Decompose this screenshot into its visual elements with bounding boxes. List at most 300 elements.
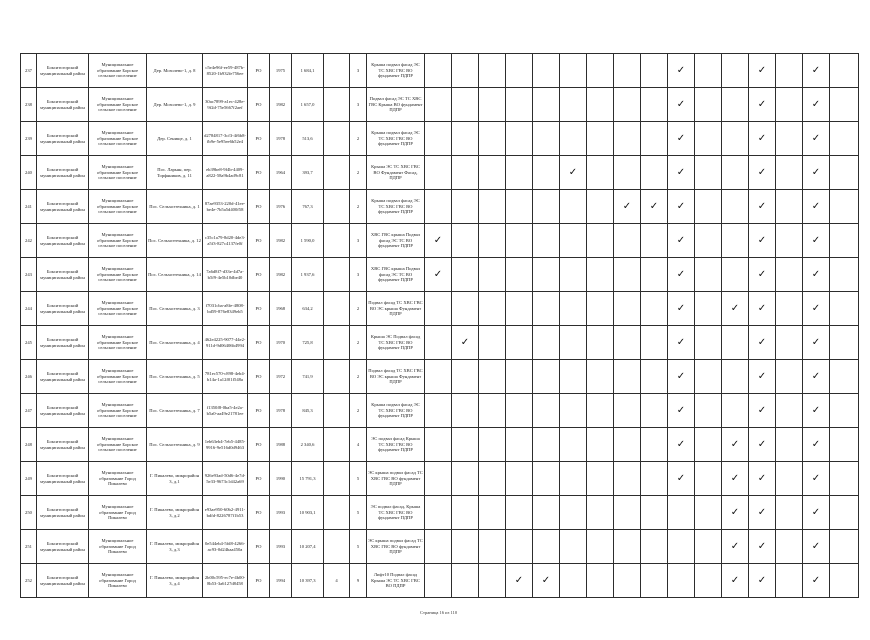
checkmark-icon: ✓ bbox=[757, 336, 767, 348]
cell-flag-15 bbox=[803, 326, 830, 360]
cell-flag-2 bbox=[452, 462, 479, 496]
cell-flag-3 bbox=[479, 292, 506, 326]
cell-area: 767,3 bbox=[292, 190, 324, 224]
table-row bbox=[21, 156, 859, 190]
cell-flag-13 bbox=[749, 326, 776, 360]
cell-flag-15 bbox=[803, 88, 830, 122]
cell-flag-14 bbox=[776, 122, 803, 156]
cell-flag-7 bbox=[587, 292, 614, 326]
cell-flag-11 bbox=[695, 292, 722, 326]
cell-flag-7 bbox=[587, 564, 614, 598]
table-row bbox=[21, 258, 859, 292]
checkmark-icon: ✓ bbox=[811, 336, 821, 348]
cell-flag-3 bbox=[479, 530, 506, 564]
cell-address: Г. Пикалево, микрорайон 3, д.4 bbox=[147, 564, 203, 598]
cell-year: 1982 bbox=[270, 224, 292, 258]
checkmark-icon: ✓ bbox=[433, 268, 443, 280]
cell-flag-13 bbox=[749, 224, 776, 258]
cell-address: Г. Пикалево, микрорайон 3, д.3 bbox=[147, 530, 203, 564]
cell-flag-9 bbox=[641, 564, 668, 598]
cell-flag-2 bbox=[452, 326, 479, 360]
table-row bbox=[21, 190, 859, 224]
table-row bbox=[21, 428, 859, 462]
cell-code: f7031cba-a8fe-4808-bd59-876e8349eb5 bbox=[203, 292, 248, 326]
cell-num: 248 bbox=[21, 428, 37, 462]
checkmark-icon: ✓ bbox=[676, 64, 686, 76]
cell-flag-11 bbox=[695, 462, 722, 496]
checkmark-icon: ✓ bbox=[811, 200, 821, 212]
cell-year: 1975 bbox=[270, 54, 292, 88]
cell-c9 bbox=[324, 88, 350, 122]
checkmark-icon: ✓ bbox=[757, 574, 767, 586]
cell-flag-5 bbox=[533, 122, 560, 156]
cell-flag-9 bbox=[641, 224, 668, 258]
cell-flag-4 bbox=[506, 462, 533, 496]
cell-flag-14 bbox=[776, 326, 803, 360]
cell-municipality: Муниципальное образование Борское сельское поселение bbox=[89, 122, 147, 156]
cell-flag-13 bbox=[749, 292, 776, 326]
cell-flag-1 bbox=[425, 54, 452, 88]
cell-flag-9 bbox=[641, 462, 668, 496]
cell-flag-8 bbox=[614, 462, 641, 496]
cell-flag-16 bbox=[830, 292, 859, 326]
cell-address: Г. Пикалево, микрорайон 3, д.1 bbox=[147, 462, 203, 496]
cell-flag-12 bbox=[722, 224, 749, 258]
cell-flag-13 bbox=[749, 360, 776, 394]
cell-flag-4 bbox=[506, 156, 533, 190]
cell-area: 1 937,6 bbox=[292, 258, 324, 292]
table-body bbox=[21, 54, 859, 598]
cell-flag-12 bbox=[722, 54, 749, 88]
checkmark-icon: ✓ bbox=[811, 234, 821, 246]
cell-c10: 2 bbox=[350, 122, 367, 156]
cell-district: Бокситогорский муниципальный район bbox=[37, 224, 89, 258]
cell-flag-15 bbox=[803, 496, 830, 530]
cell-flag-15 bbox=[803, 428, 830, 462]
cell-flag-15 bbox=[803, 224, 830, 258]
cell-year: 1982 bbox=[270, 258, 292, 292]
cell-flag-16 bbox=[830, 530, 859, 564]
cell-year: 1968 bbox=[270, 292, 292, 326]
cell-code: 1eb63eb4-7eb5-4485-9916-9e516d0d9463 bbox=[203, 428, 248, 462]
cell-flag-1 bbox=[425, 224, 452, 258]
cell-type: РО bbox=[248, 156, 270, 190]
cell-district: Бокситогорский муниципальный район bbox=[37, 564, 89, 598]
cell-flag-16 bbox=[830, 54, 859, 88]
cell-code: 30ac7899-a1ec-428e-9f2d-75e5667f2aef bbox=[203, 88, 248, 122]
cell-flag-3 bbox=[479, 224, 506, 258]
cell-municipality: Муниципальное образование Город Пикалево bbox=[89, 496, 147, 530]
cell-c10: 9 bbox=[350, 564, 367, 598]
cell-flag-13 bbox=[749, 122, 776, 156]
cell-works: Крыша ЭС Подвал фасад ТС ХВС ГВС ВО фундамент ПДПР bbox=[367, 326, 425, 360]
cell-flag-12 bbox=[722, 88, 749, 122]
cell-flag-11 bbox=[695, 326, 722, 360]
cell-flag-9 bbox=[641, 54, 668, 88]
cell-flag-10 bbox=[668, 462, 695, 496]
cell-flag-13 bbox=[749, 88, 776, 122]
cell-flag-5 bbox=[533, 530, 560, 564]
checkmark-icon: ✓ bbox=[730, 506, 740, 518]
checkmark-icon: ✓ bbox=[676, 268, 686, 280]
table-row bbox=[21, 496, 859, 530]
cell-flag-3 bbox=[479, 428, 506, 462]
cell-flag-5 bbox=[533, 428, 560, 462]
cell-flag-9 bbox=[641, 190, 668, 224]
checkmark-icon: ✓ bbox=[730, 540, 740, 552]
checkmark-icon: ✓ bbox=[757, 404, 767, 416]
cell-year: 1988 bbox=[270, 428, 292, 462]
cell-municipality: Муниципальное образование Борское сельское поселение bbox=[89, 156, 147, 190]
cell-code: 781ec570-c898-4eb4-b14a-1a12f01f548a bbox=[203, 360, 248, 394]
cell-flag-9 bbox=[641, 428, 668, 462]
cell-num: 239 bbox=[21, 122, 37, 156]
cell-code: d2784817-3cf3-4f6b8-fb9e-5e95ee6b52e4 bbox=[203, 122, 248, 156]
cell-flag-14 bbox=[776, 190, 803, 224]
cell-c9 bbox=[324, 258, 350, 292]
checkmark-icon: ✓ bbox=[730, 472, 740, 484]
checkmark-icon: ✓ bbox=[811, 540, 821, 552]
cell-flag-10 bbox=[668, 360, 695, 394]
checkmark-icon: ✓ bbox=[811, 166, 821, 178]
cell-flag-14 bbox=[776, 292, 803, 326]
cell-flag-8 bbox=[614, 292, 641, 326]
cell-flag-5 bbox=[533, 394, 560, 428]
cell-c9 bbox=[324, 292, 350, 326]
cell-flag-15 bbox=[803, 190, 830, 224]
cell-municipality: Муниципальное образование Борское сельское поселение bbox=[89, 292, 147, 326]
checkmark-icon: ✓ bbox=[676, 234, 686, 246]
checkmark-icon: ✓ bbox=[622, 200, 632, 212]
cell-c9 bbox=[324, 156, 350, 190]
cell-c10: 2 bbox=[350, 190, 367, 224]
cell-works: Крыша подвал фасад ЭС ТС ХВС ГВС ВО фундамент ПДПР bbox=[367, 394, 425, 428]
cell-area: 1 684,1 bbox=[292, 54, 324, 88]
cell-flag-4 bbox=[506, 428, 533, 462]
cell-flag-14 bbox=[776, 88, 803, 122]
cell-c9 bbox=[324, 428, 350, 462]
cell-flag-12 bbox=[722, 530, 749, 564]
checkmark-icon: ✓ bbox=[730, 574, 740, 586]
cell-type: РО bbox=[248, 122, 270, 156]
cell-area: 393,7 bbox=[292, 156, 324, 190]
cell-flag-8 bbox=[614, 428, 641, 462]
cell-flag-2 bbox=[452, 428, 479, 462]
cell-flag-16 bbox=[830, 462, 859, 496]
cell-type: РО bbox=[248, 258, 270, 292]
cell-flag-4 bbox=[506, 292, 533, 326]
cell-flag-15 bbox=[803, 360, 830, 394]
cell-flag-10 bbox=[668, 190, 695, 224]
checkmark-icon: ✓ bbox=[676, 336, 686, 348]
cell-address: Пос. Сельхозтехника, д. 5 bbox=[147, 360, 203, 394]
cell-area: 845,3 bbox=[292, 394, 324, 428]
cell-flag-16 bbox=[830, 122, 859, 156]
cell-type: РО bbox=[248, 190, 270, 224]
cell-flag-12 bbox=[722, 326, 749, 360]
cell-address: Пос. Сельхозтехника, д. 9 bbox=[147, 428, 203, 462]
checkmark-icon: ✓ bbox=[541, 574, 551, 586]
cell-flag-7 bbox=[587, 224, 614, 258]
cell-flag-5 bbox=[533, 564, 560, 598]
cell-area: 1 657,0 bbox=[292, 88, 324, 122]
cell-works: Крыша подвал фасад ЭС ТС ХВС ГВС ВО фундамент ПДПР bbox=[367, 54, 425, 88]
cell-flag-2 bbox=[452, 122, 479, 156]
cell-year: 1970 bbox=[270, 326, 292, 360]
checkmark-icon: ✓ bbox=[757, 506, 767, 518]
cell-flag-6 bbox=[560, 564, 587, 598]
cell-c9 bbox=[324, 190, 350, 224]
cell-area: 10 397,3 bbox=[292, 564, 324, 598]
cell-flag-3 bbox=[479, 564, 506, 598]
cell-num: 240 bbox=[21, 156, 37, 190]
cell-works: Лифт10 Подвал фасад Крыша ЭС ТС ХВС ГВС ВО ПДПР bbox=[367, 564, 425, 598]
cell-num: 251 bbox=[21, 530, 37, 564]
cell-c9 bbox=[324, 224, 350, 258]
cell-flag-14 bbox=[776, 224, 803, 258]
cell-flag-1 bbox=[425, 292, 452, 326]
cell-flag-4 bbox=[506, 530, 533, 564]
checkmark-icon: ✓ bbox=[811, 98, 821, 110]
cell-flag-6 bbox=[560, 394, 587, 428]
cell-c10: 3 bbox=[350, 54, 367, 88]
checkmark-icon: ✓ bbox=[811, 438, 821, 450]
cell-num: 243 bbox=[21, 258, 37, 292]
cell-flag-10 bbox=[668, 156, 695, 190]
cell-flag-6 bbox=[560, 88, 587, 122]
checkmark-icon: ✓ bbox=[676, 200, 686, 212]
page-footer: Страница 16 из 110 bbox=[420, 610, 458, 615]
cell-flag-10 bbox=[668, 258, 695, 292]
cell-district: Бокситогорский муниципальный район bbox=[37, 190, 89, 224]
cell-flag-8 bbox=[614, 360, 641, 394]
cell-address: Пос. Сельхозтехника, д. 14 bbox=[147, 258, 203, 292]
checkmark-icon: ✓ bbox=[676, 370, 686, 382]
cell-works: Подвал фасад ТС ХВС ГВС ВО ЭС крыша Фундамент ПДПР bbox=[367, 360, 425, 394]
cell-c10: 3 bbox=[350, 258, 367, 292]
cell-flag-9 bbox=[641, 156, 668, 190]
cell-flag-16 bbox=[830, 258, 859, 292]
checkmark-icon: ✓ bbox=[811, 574, 821, 586]
cell-flag-12 bbox=[722, 292, 749, 326]
cell-flag-12 bbox=[722, 122, 749, 156]
cell-flag-3 bbox=[479, 156, 506, 190]
cell-flag-7 bbox=[587, 122, 614, 156]
cell-num: 249 bbox=[21, 462, 37, 496]
cell-type: РО bbox=[248, 54, 270, 88]
cell-type: РО bbox=[248, 360, 270, 394]
cell-flag-8 bbox=[614, 54, 641, 88]
checkmark-icon: ✓ bbox=[811, 472, 821, 484]
cell-flag-7 bbox=[587, 156, 614, 190]
cell-works: Крыша ЭС ТС ХВС ГВС ВО Фундамент Фасад, ПДПР bbox=[367, 156, 425, 190]
cell-flag-1 bbox=[425, 258, 452, 292]
cell-flag-7 bbox=[587, 496, 614, 530]
checkmark-icon: ✓ bbox=[730, 438, 740, 450]
checkmark-icon: ✓ bbox=[757, 98, 767, 110]
table-row bbox=[21, 462, 859, 496]
cell-flag-8 bbox=[614, 326, 641, 360]
cell-flag-3 bbox=[479, 54, 506, 88]
cell-flag-7 bbox=[587, 54, 614, 88]
cell-c10: 3 bbox=[350, 224, 367, 258]
cell-district: Бокситогорский муниципальный район bbox=[37, 496, 89, 530]
cell-flag-16 bbox=[830, 564, 859, 598]
cell-flag-5 bbox=[533, 224, 560, 258]
checkmark-icon: ✓ bbox=[811, 132, 821, 144]
cell-district: Бокситогорский муниципальный район bbox=[37, 292, 89, 326]
cell-flag-5 bbox=[533, 496, 560, 530]
cell-num: 247 bbox=[21, 394, 37, 428]
cell-flag-16 bbox=[830, 224, 859, 258]
checkmark-icon: ✓ bbox=[757, 268, 767, 280]
table-row bbox=[21, 54, 859, 88]
cell-district: Бокситогорский муниципальный район bbox=[37, 156, 89, 190]
cell-district: Бокситогорский муниципальный район bbox=[37, 122, 89, 156]
cell-year: 1994 bbox=[270, 564, 292, 598]
cell-flag-14 bbox=[776, 54, 803, 88]
cell-address: Пос. Сельхозтехника, д. 4 bbox=[147, 326, 203, 360]
cell-address: Пос. Ларьян, пер. Торфяников, д. 11 bbox=[147, 156, 203, 190]
cell-works: ХВС ГВС крыша Подвал фасад ЭС ТС ВО фундамент ПДПР bbox=[367, 224, 425, 258]
cell-code: 2b00c595-ec7e-4b00-8b53-3a6127d8458 bbox=[203, 564, 248, 598]
cell-flag-13 bbox=[749, 428, 776, 462]
cell-works: ЭС крыша подвал фасад ТС ХВС ГВС ВО фундамент ПДПР bbox=[367, 530, 425, 564]
cell-flag-3 bbox=[479, 258, 506, 292]
cell-code: c35c1a79-8d20-4de3-a5f3-827c4137fe0f bbox=[203, 224, 248, 258]
cell-num: 245 bbox=[21, 326, 37, 360]
cell-flag-9 bbox=[641, 496, 668, 530]
checkmark-icon: ✓ bbox=[811, 302, 821, 314]
cell-flag-10 bbox=[668, 394, 695, 428]
cell-flag-1 bbox=[425, 360, 452, 394]
cell-flag-14 bbox=[776, 564, 803, 598]
cell-flag-8 bbox=[614, 394, 641, 428]
cell-c10: 2 bbox=[350, 292, 367, 326]
cell-flag-16 bbox=[830, 428, 859, 462]
cell-c10: 2 bbox=[350, 360, 367, 394]
cell-c9 bbox=[324, 326, 350, 360]
checkmark-icon: ✓ bbox=[730, 302, 740, 314]
cell-flag-15 bbox=[803, 462, 830, 496]
checkmark-icon: ✓ bbox=[757, 438, 767, 450]
table-row bbox=[21, 326, 859, 360]
cell-flag-12 bbox=[722, 360, 749, 394]
checkmark-icon: ✓ bbox=[676, 132, 686, 144]
cell-works: ХВС ГВС крыша Подвал фасад ЭС ТС ВО фундамент ПДПР bbox=[367, 258, 425, 292]
checkmark-icon: ✓ bbox=[757, 540, 767, 552]
table-row bbox=[21, 394, 859, 428]
cell-flag-4 bbox=[506, 54, 533, 88]
cell-works: Подвал фасад ТС ХВС ГВС ВО ЭС крыша Фундамент ПДПР bbox=[367, 292, 425, 326]
cell-flag-1 bbox=[425, 326, 452, 360]
cell-municipality: Муниципальное образование Город Пикалево bbox=[89, 564, 147, 598]
table-row bbox=[21, 122, 859, 156]
cell-address: Дер. Сенище, д. 1 bbox=[147, 122, 203, 156]
cell-type: РО bbox=[248, 462, 270, 496]
cell-works: ЭС подвал фасад Крыша ТС ХВС ГВС ВО фундамент ПДПР bbox=[367, 428, 425, 462]
cell-type: РО bbox=[248, 564, 270, 598]
cell-flag-4 bbox=[506, 564, 533, 598]
cell-c10: 3 bbox=[350, 88, 367, 122]
cell-code: e93ae950-60b2-4911-bdfd-8226787f1b53 bbox=[203, 496, 248, 530]
cell-flag-7 bbox=[587, 190, 614, 224]
cell-c9 bbox=[324, 530, 350, 564]
cell-num: 250 bbox=[21, 496, 37, 530]
cell-flag-4 bbox=[506, 326, 533, 360]
cell-flag-12 bbox=[722, 394, 749, 428]
cell-flag-2 bbox=[452, 496, 479, 530]
cell-c9 bbox=[324, 462, 350, 496]
cell-flag-9 bbox=[641, 88, 668, 122]
checkmark-icon: ✓ bbox=[757, 234, 767, 246]
checkmark-icon: ✓ bbox=[460, 336, 470, 348]
cell-c9: 4 bbox=[324, 564, 350, 598]
cell-flag-1 bbox=[425, 190, 452, 224]
table-row bbox=[21, 564, 859, 598]
cell-municipality: Муниципальное образование Город Пикалево bbox=[89, 530, 147, 564]
cell-c9 bbox=[324, 122, 350, 156]
cell-area: 10 903,1 bbox=[292, 496, 324, 530]
cell-area: 1 590,0 bbox=[292, 224, 324, 258]
cell-type: РО bbox=[248, 224, 270, 258]
table-row bbox=[21, 292, 859, 326]
checkmark-icon: ✓ bbox=[757, 166, 767, 178]
cell-flag-3 bbox=[479, 360, 506, 394]
cell-c10: 5 bbox=[350, 496, 367, 530]
checkmark-icon: ✓ bbox=[676, 98, 686, 110]
cell-municipality: Муниципальное образование Борское сельское поселение bbox=[89, 360, 147, 394]
checkmark-icon: ✓ bbox=[757, 302, 767, 314]
cell-address: Г. Пикалево, микрорайон 3, д.2 bbox=[147, 496, 203, 530]
checkmark-icon: ✓ bbox=[757, 472, 767, 484]
cell-address: Дер. Мозолево-1, д. 9 bbox=[147, 88, 203, 122]
cell-flag-2 bbox=[452, 190, 479, 224]
cell-num: 246 bbox=[21, 360, 37, 394]
cell-flag-2 bbox=[452, 530, 479, 564]
cell-flag-16 bbox=[830, 88, 859, 122]
cell-flag-6 bbox=[560, 496, 587, 530]
cell-flag-15 bbox=[803, 122, 830, 156]
cell-code: eb39be8-9f4b-4409-a822-58a9b4ad9c81 bbox=[203, 156, 248, 190]
cell-c10: 2 bbox=[350, 326, 367, 360]
checkmark-icon: ✓ bbox=[757, 200, 767, 212]
cell-flag-11 bbox=[695, 122, 722, 156]
cell-year: 1982 bbox=[270, 88, 292, 122]
cell-flag-2 bbox=[452, 156, 479, 190]
cell-municipality: Муниципальное образование Борское сельское поселение bbox=[89, 258, 147, 292]
cell-type: РО bbox=[248, 292, 270, 326]
cell-address: Дер. Мозолево-1, д. 8 bbox=[147, 54, 203, 88]
cell-flag-14 bbox=[776, 496, 803, 530]
cell-year: 1978 bbox=[270, 394, 292, 428]
cell-code: 462e4225-9077-44e2-911d-9d06406b4994 bbox=[203, 326, 248, 360]
cell-type: РО bbox=[248, 530, 270, 564]
cell-flag-6 bbox=[560, 530, 587, 564]
cell-c10: 5 bbox=[350, 530, 367, 564]
cell-district: Бокситогорский муниципальный район bbox=[37, 326, 89, 360]
cell-municipality: Муниципальное образование Борское сельское поселение bbox=[89, 428, 147, 462]
cell-flag-6 bbox=[560, 258, 587, 292]
cell-flag-8 bbox=[614, 224, 641, 258]
cell-flag-2 bbox=[452, 394, 479, 428]
cell-address: Пос. Сельхозтехника, д. 3 bbox=[147, 292, 203, 326]
cell-flag-14 bbox=[776, 360, 803, 394]
cell-flag-11 bbox=[695, 224, 722, 258]
cell-district: Бокситогорский муниципальный район bbox=[37, 530, 89, 564]
cell-flag-11 bbox=[695, 156, 722, 190]
cell-flag-8 bbox=[614, 88, 641, 122]
